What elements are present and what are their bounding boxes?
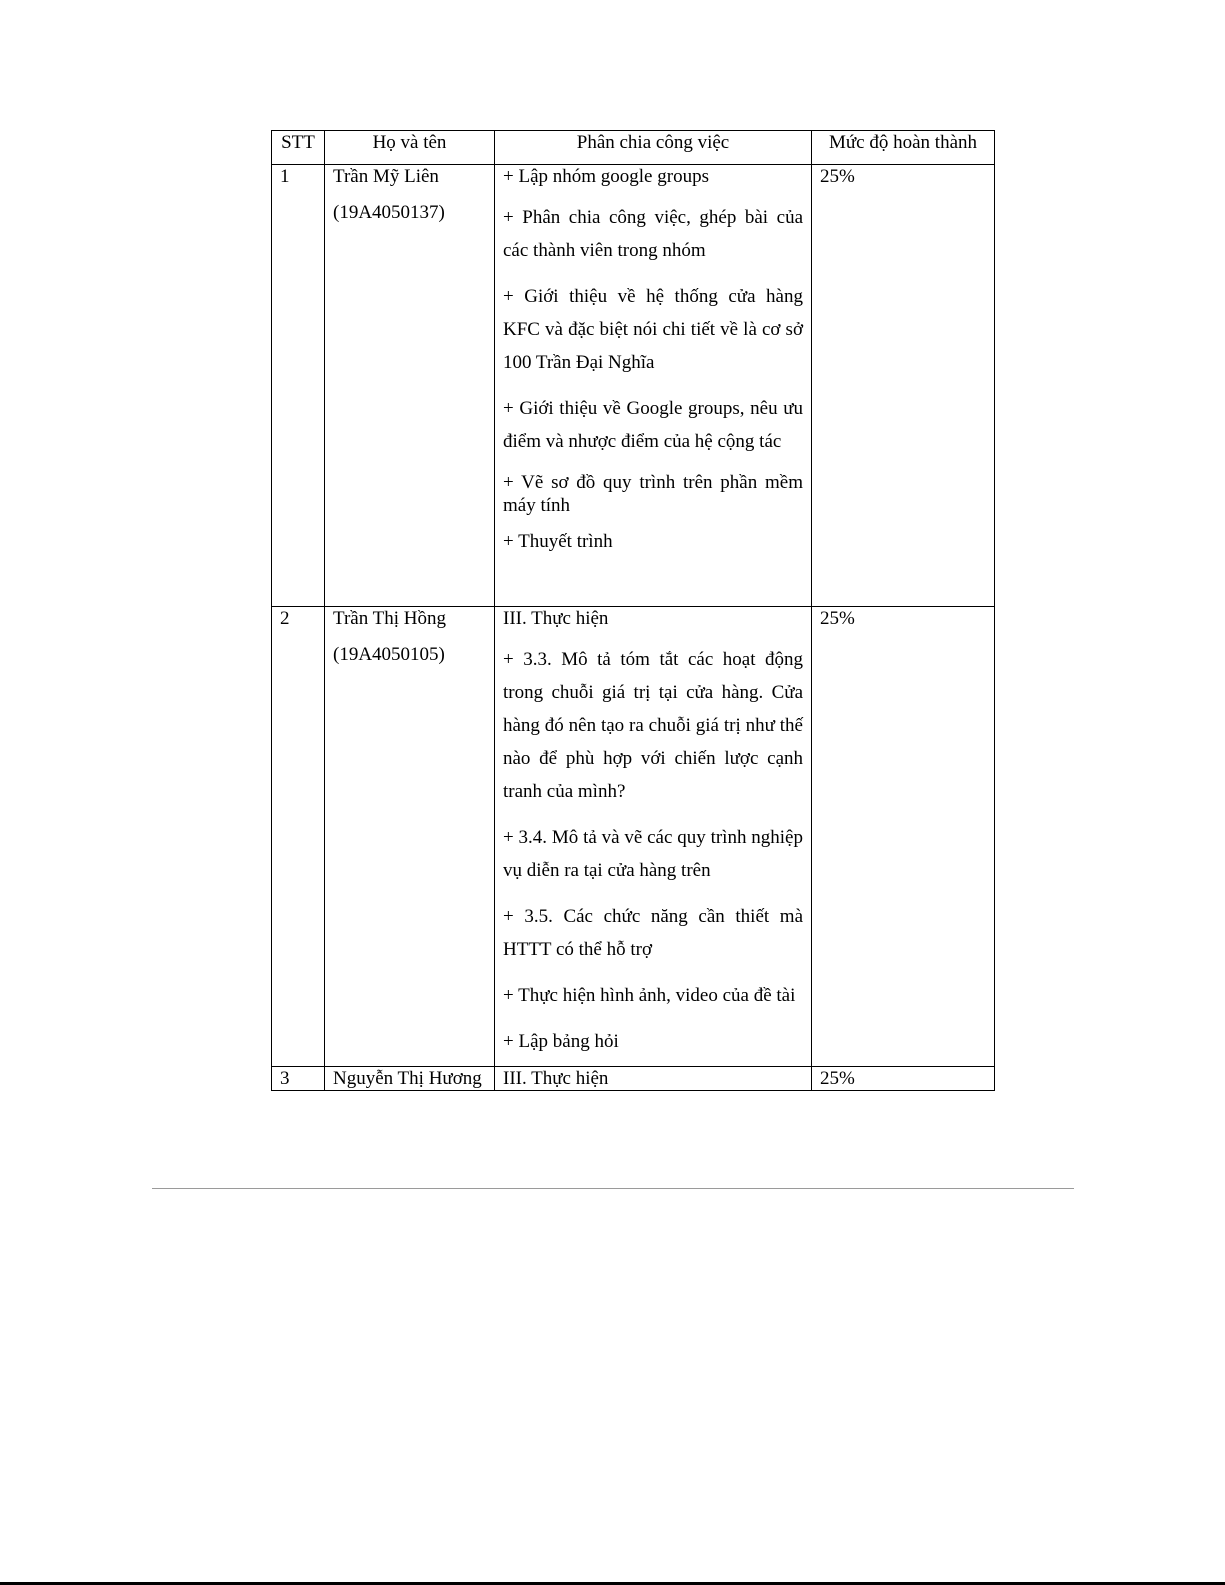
member-name: Trần Thị Hồng [333, 608, 446, 629]
row-stt: 2 [272, 607, 325, 1067]
row-task-cell [495, 165, 812, 607]
task-item: III. Thực hiện [503, 608, 609, 629]
row-level: 25% [812, 1067, 995, 1091]
task-item: + Giới thiệu về hệ thống cửa hàng KFC và đặc biệt nói chi tiết về là cơ sở 100 Trần Đại Nghĩa [503, 286, 803, 373]
row-name-cell [325, 607, 495, 1067]
task-item: + Vẽ sơ đồ quy trình trên phần mềm máy tính [503, 472, 803, 516]
header-task: Phân chia công việc [495, 131, 812, 165]
table-row [272, 1067, 995, 1091]
member-id: (19A4050105) [333, 644, 445, 665]
task-item: + 3.4. Mô tả và vẽ các quy trình nghiệp vụ diễn ra tại cửa hàng trên [503, 827, 803, 881]
header-level: Mức độ hoàn thành [812, 131, 995, 165]
task-item: + Lập nhóm google groups [503, 166, 709, 187]
task-item: III. Thực hiện [503, 1068, 609, 1089]
row-stt: 3 [272, 1067, 325, 1091]
task-item: + Giới thiệu về Google groups, nêu ưu điểm và nhược điểm của hệ cộng tác [503, 398, 803, 452]
row-task-cell [495, 1067, 812, 1091]
task-item: + 3.3. Mô tả tóm tắt các hoạt động trong chuỗi giá trị tại cửa hàng. Cửa hàng đó nên tạo ra chuỗi giá trị như thế nào để phù hợp với chiến lược cạnh tranh của mình? [503, 649, 803, 802]
work-assignment-table [271, 130, 995, 1091]
member-id: (19A4050137) [333, 202, 445, 223]
task-item: + Thực hiện hình ảnh, video của đề tài [503, 985, 796, 1006]
task-item: + Lập bảng hỏi [503, 1031, 619, 1052]
row-task-cell [495, 607, 812, 1067]
row-name-cell [325, 165, 495, 607]
row-level: 25% [812, 165, 995, 607]
header-name: Họ và tên [325, 131, 495, 165]
table-header-row [272, 131, 995, 165]
task-item: + Thuyết trình [503, 531, 613, 552]
table-row [272, 607, 995, 1067]
header-stt: STT [272, 131, 325, 165]
member-name: Trần Mỹ Liên [333, 166, 439, 187]
task-item: + Phân chia công việc, ghép bài của các thành viên trong nhóm [503, 207, 803, 261]
member-name: Nguyễn Thị Hương [333, 1068, 482, 1089]
row-name-cell [325, 1067, 495, 1091]
table-row [272, 165, 995, 607]
task-item: + 3.5. Các chức năng cần thiết mà HTTT có thể hỗ trợ [503, 906, 803, 960]
row-level: 25% [812, 607, 995, 1067]
row-stt: 1 [272, 165, 325, 607]
page-separator [152, 1188, 1074, 1189]
